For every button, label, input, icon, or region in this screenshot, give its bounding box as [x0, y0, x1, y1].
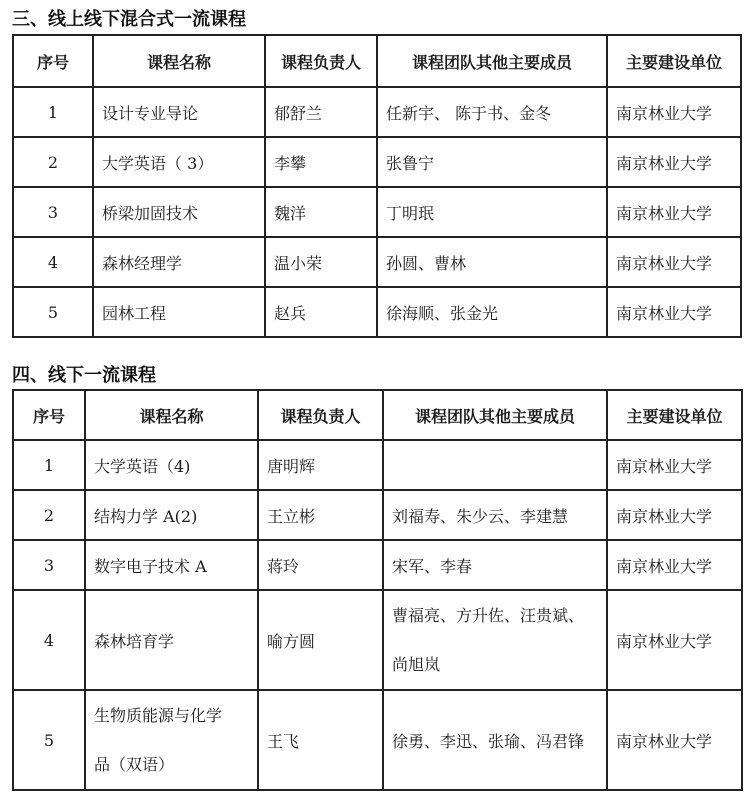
cell-unit: 南京林业大学 [607, 87, 741, 137]
section-4-title: 四、线下一流课程 [12, 365, 156, 386]
cell-course-name: 园林工程 [93, 287, 265, 337]
cell-index: 3 [13, 187, 93, 237]
cell-unit: 南京林业大学 [607, 187, 741, 237]
table-row [13, 237, 741, 287]
table-row [13, 590, 742, 690]
cell-index: 4 [13, 590, 85, 690]
cell-line: 曹福亮、方升佐、汪贵斌、 [392, 606, 585, 625]
cell-team-members: 徐勇、李迅、张瑜、冯君锋 [383, 690, 607, 790]
cell-course-name: 结构力学 A(2) [85, 490, 258, 540]
cell-team-members: 宋军、李春 [383, 540, 607, 590]
cell-index: 5 [13, 287, 93, 337]
cell-index: 1 [13, 87, 93, 137]
header-unit: 主要建设单位 [607, 35, 741, 87]
cell-course-lead: 赵兵 [265, 287, 377, 337]
table-row [13, 287, 741, 337]
cell-course-name: 桥梁加固技术 [93, 187, 265, 237]
cell-index: 4 [13, 237, 93, 287]
cell-index: 5 [13, 690, 85, 790]
header-index: 序号 [13, 35, 93, 87]
cell-line: 生物质能源与化学 [94, 706, 223, 725]
cell-course-name: 大学英语（ 3） [93, 137, 265, 187]
section-3-title: 三、线上线下混合式一流课程 [12, 9, 246, 30]
cell-team-members: 刘福寿、朱少云、李建慧 [383, 490, 607, 540]
cell-team-members: 徐海顺、张金光 [377, 287, 607, 337]
cell-course-name: 数字电子技术 A [85, 540, 258, 590]
header-course-lead: 课程负责人 [258, 390, 383, 440]
table-row [13, 490, 742, 540]
cell-unit: 南京林业大学 [607, 690, 742, 790]
cell-unit: 南京林业大学 [607, 287, 741, 337]
cell-team-members: 孙圆、曹林 [377, 237, 607, 287]
cell-unit: 南京林业大学 [607, 440, 742, 490]
header-course-lead: 课程负责人 [265, 35, 377, 87]
header-index: 序号 [13, 390, 85, 440]
cell-team-members: 张鲁宁 [377, 137, 607, 187]
cell-index: 2 [13, 490, 85, 540]
cell-course-lead: 王立彬 [258, 490, 383, 540]
cell-course-name: 森林经理学 [93, 237, 265, 287]
cell-index: 2 [13, 137, 93, 187]
table-row [13, 540, 742, 590]
header-team-members: 课程团队其他主要成员 [383, 390, 607, 440]
header-team-members: 课程团队其他主要成员 [377, 35, 607, 87]
cell-course-lead: 喻方圆 [258, 590, 383, 690]
cell-unit: 南京林业大学 [607, 590, 742, 690]
table-row [13, 187, 741, 237]
cell-line: 品（双语） [94, 755, 175, 774]
cell-course-lead: 唐明辉 [258, 440, 383, 490]
table-header-row [13, 35, 741, 87]
cell-course-lead: 李攀 [265, 137, 377, 187]
cell-course-lead: 魏洋 [265, 187, 377, 237]
cell-course-lead: 温小荣 [265, 237, 377, 287]
table-row [13, 440, 742, 490]
cell-course-name [85, 690, 258, 790]
cell-line: 尚旭岚 [392, 655, 441, 674]
header-course-name: 课程名称 [85, 390, 258, 440]
cell-index: 1 [13, 440, 85, 490]
cell-unit: 南京林业大学 [607, 540, 742, 590]
table-header-row [13, 390, 742, 440]
cell-team-members [383, 440, 607, 490]
cell-course-lead: 王飞 [258, 690, 383, 790]
table-row [13, 87, 741, 137]
cell-unit: 南京林业大学 [607, 137, 741, 187]
cell-course-name: 大学英语（4) [85, 440, 258, 490]
cell-team-members [383, 590, 607, 690]
header-course-name: 课程名称 [93, 35, 265, 87]
cell-course-name: 设计专业导论 [93, 87, 265, 137]
header-unit: 主要建设单位 [607, 390, 742, 440]
cell-team-members: 丁明珉 [377, 187, 607, 237]
blended-courses-table [12, 34, 742, 338]
cell-index: 3 [13, 540, 85, 590]
cell-course-lead: 郁舒兰 [265, 87, 377, 137]
table-row [13, 137, 741, 187]
cell-course-name: 森林培育学 [85, 590, 258, 690]
cell-team-members: 任新宇、 陈于书、金冬 [377, 87, 607, 137]
cell-course-lead: 蒋玲 [258, 540, 383, 590]
cell-unit: 南京林业大学 [607, 237, 741, 287]
table-row [13, 690, 742, 790]
offline-courses-table [12, 389, 743, 791]
cell-unit: 南京林业大学 [607, 490, 742, 540]
